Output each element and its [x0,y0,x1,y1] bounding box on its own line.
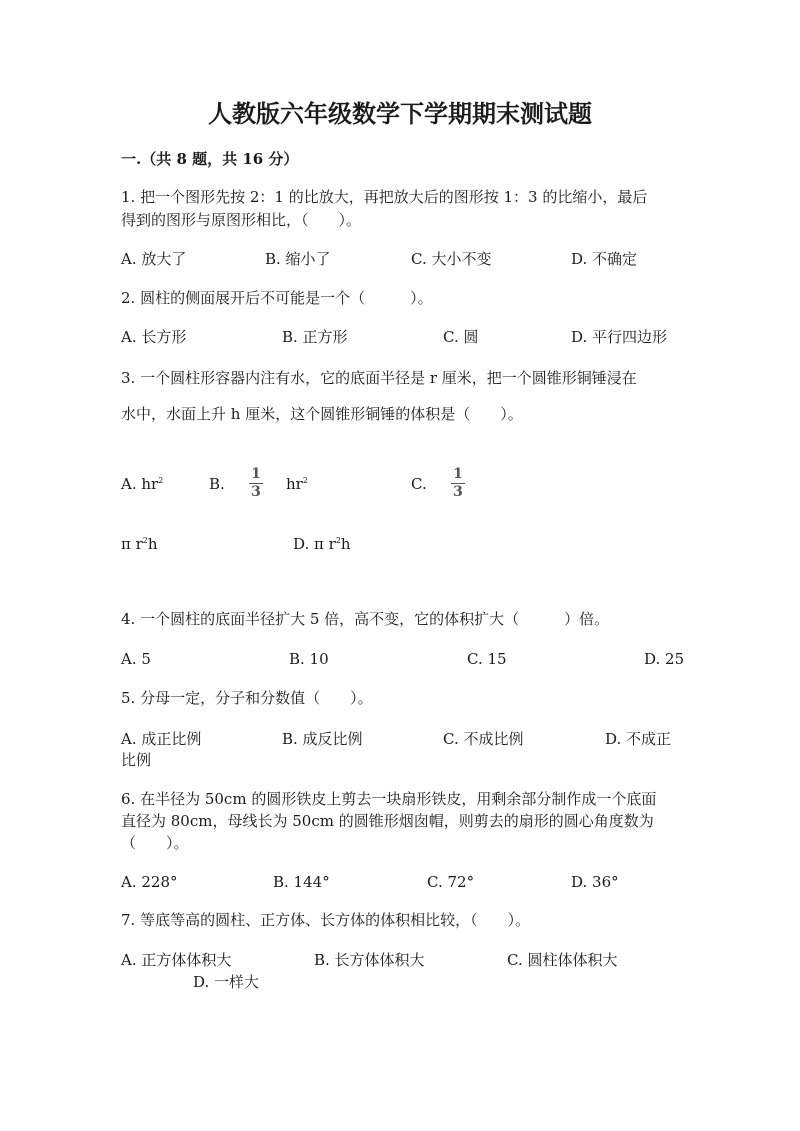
question-5-option-b: B. 成反比例 [282,730,363,748]
question-3-option-c-fraction: 1 3 [450,467,466,500]
question-7-option-a: A. 正方体体积大 [121,951,232,969]
question-6-option-b: B. 144° [273,873,330,891]
question-6-option-a: A. 228° [121,873,178,891]
question-1-line-2: 得到的图形与原图形相比，（ ）。 [121,211,362,229]
question-7-text: 7. 等底等高的圆柱、正方体、长方体的体积相比较，（ ）。 [121,911,531,929]
question-6-line-1: 6. 在半径为 50cm 的圆形铁皮上剪去一块扇形铁皮，用剩余部分制作成一个底面 [121,790,657,808]
question-1-option-d: D. 不确定 [571,250,638,268]
question-4-text: 4. 一个圆柱的底面半径扩大 5 倍，高不变，它的体积扩大（ ）倍。 [121,610,610,628]
question-2-option-a: A. 长方形 [121,328,187,346]
question-3-option-b-fraction: 1 3 [248,467,264,500]
question-5-option-d-wrap: 比例 [121,751,152,769]
question-6-line-2: 直径为 80cm，母线长为 50cm 的圆锥形烟囱帽，则剪去的扇形的圆心角度数为 [121,812,654,830]
question-5-option-d: D. 不成正 [605,730,672,748]
question-5-option-a: A. 成正比例 [121,730,202,748]
question-3-option-b-text: $hr^2$ [286,475,308,493]
section-heading: 一.（共 8 题，共 16 分） [121,150,299,168]
question-6-line-3: （ ）。 [121,834,189,852]
question-1-option-a: A. 放大了 [121,250,187,268]
question-5-text: 5. 分母一定，分子和分数值（ ）。 [121,689,373,707]
question-4-option-b: B. 10 [289,650,329,668]
question-7-option-c: C. 圆柱体体积大 [507,951,618,969]
question-6-option-c: C. 72° [427,873,475,891]
question-3-option-a: A. $hr^2$ [121,475,164,493]
question-1-line-1: 1. 把一个图形先按 2：1 的比放大，再把放大后的图形按 1：3 的比缩小，最后 [121,188,648,206]
question-4-option-a: A. 5 [121,650,151,668]
question-2-option-d: D. 平行四边形 [571,328,668,346]
question-1-option-c: C. 大小不变 [411,250,492,268]
question-3-line-1: 3. 一个圆柱形容器内注有水，它的底面半径是 r 厘米，把一个圆锥形铜锤浸在 [121,369,637,387]
question-6-option-d: D. 36° [571,873,619,891]
question-7-option-b: B. 长方体体积大 [314,951,425,969]
page-title: 人教版六年级数学下学期期末测试题 [208,99,592,128]
question-3-option-b-label: B. [209,475,225,493]
question-4-option-c: C. 15 [467,650,507,668]
question-3-option-c-label: C. [411,475,427,493]
question-4-option-d: D. 25 [644,650,685,668]
question-2-text: 2. 圆柱的侧面展开后不可能是一个（ ）。 [121,289,433,307]
question-7-option-d: D. 一样大 [193,973,260,991]
question-3-line-2: 水中，水面上升 h 厘米，这个圆锥形铜锤的体积是（ ）。 [121,405,523,423]
question-5-option-c: C. 不成比例 [443,730,524,748]
question-2-option-c: C. 圆 [443,328,479,346]
question-3-option-d: D. π $r^2h$ [293,535,351,553]
question-1-option-b: B. 缩小了 [265,250,331,268]
question-3-option-c-continued: π $r^2h$ [121,535,158,553]
question-2-option-b: B. 正方形 [282,328,348,346]
